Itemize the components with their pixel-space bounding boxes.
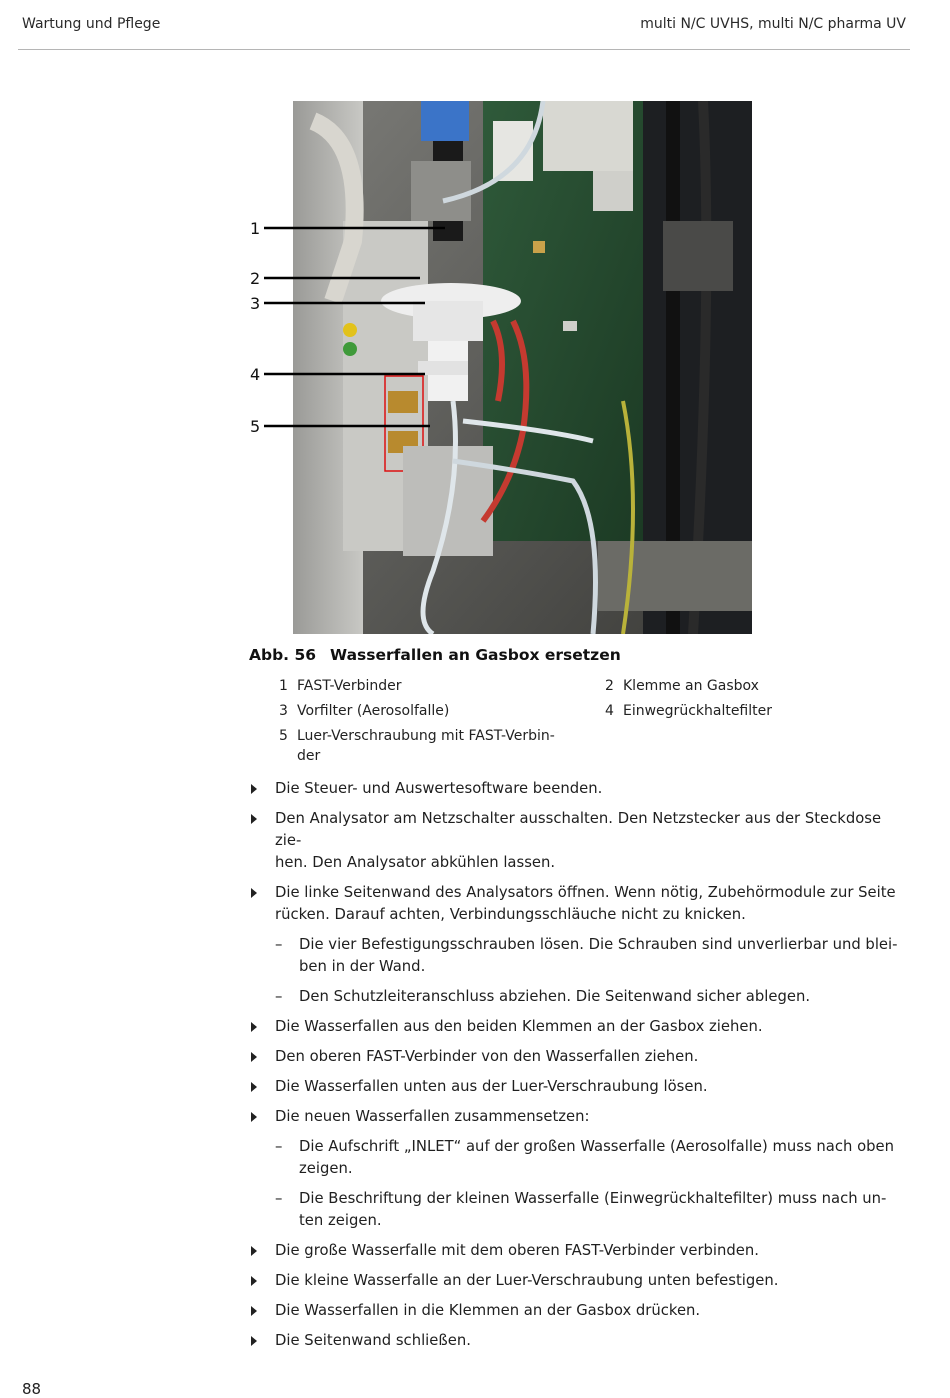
dash-marker: – — [275, 1138, 283, 1155]
step-text-line: Die vier Befestigungsschrauben lösen. Die Schrauben sind unverlierbar und blei- — [299, 936, 898, 953]
step-text-line: Den Schutzleiteranschluss abziehen. Die Seitenwand sicher ablegen. — [299, 988, 811, 1005]
sub-step — [249, 986, 909, 1008]
step-text-line: ten zeigen. — [299, 1212, 382, 1229]
instruction-step — [249, 1240, 909, 1262]
instruction-step — [249, 882, 909, 926]
step-text-line: Den Analysator am Netzschalter ausschalten. Den Netzstecker aus der Steckdose zie- — [275, 810, 882, 849]
arrow-marker-icon — [251, 1246, 257, 1256]
legend-text: Vorfilter (Aerosolfalle) — [297, 703, 450, 719]
sub-step — [249, 934, 909, 978]
step-text-line: Die kleine Wasserfalle an der Luer-Verschraubung unten befestigen. — [275, 1272, 779, 1289]
step-text-line: hen. Den Analysator abkühlen lassen. — [275, 854, 556, 871]
step-text-line: Die neuen Wasserfallen zusammensetzen: — [275, 1108, 590, 1125]
arrow-marker-icon — [251, 1052, 257, 1062]
legend-number: 3 — [279, 703, 288, 719]
instruction-step — [249, 1016, 909, 1038]
arrow-marker-icon — [251, 1082, 257, 1092]
arrow-marker-icon — [251, 784, 257, 794]
dash-marker: – — [275, 988, 283, 1005]
figure-callouts — [240, 210, 480, 440]
legend-text-continued: der — [297, 748, 321, 764]
figure-number: Abb. 56 — [249, 646, 317, 664]
dash-marker: – — [275, 1190, 283, 1207]
step-text-line: rücken. Darauf achten, Verbindungsschläuche nicht zu knicken. — [275, 906, 746, 923]
legend-number: 1 — [279, 678, 288, 694]
callout-3: 3 — [250, 294, 261, 313]
legend-text: Klemme an Gasbox — [623, 678, 759, 694]
instruction-step — [249, 1076, 909, 1098]
legend-text: FAST-Verbinder — [297, 678, 402, 694]
step-text-line: Die Steuer- und Auswertesoftware beenden. — [275, 780, 603, 797]
header-product-title: multi N/C UVHS, multi N/C pharma UV — [640, 16, 906, 32]
step-text-line: ben in der Wand. — [299, 958, 426, 975]
arrow-marker-icon — [251, 1276, 257, 1286]
callout-4: 4 — [250, 365, 261, 384]
legend-item — [605, 701, 772, 721]
legend-item — [279, 726, 555, 766]
step-text-line: Die Beschriftung der kleinen Wasserfalle (Einwegrückhaltefilter) muss nach un- — [299, 1190, 887, 1207]
instruction-step — [249, 1270, 909, 1292]
step-text-line: Die Wasserfallen aus den beiden Klemmen an der Gasbox ziehen. — [275, 1018, 763, 1035]
step-text-line: Die Seitenwand schließen. — [275, 1332, 471, 1349]
step-text-line: Die große Wasserfalle mit dem oberen FAST-Verbinder verbinden. — [275, 1242, 759, 1259]
step-text-line: Die Wasserfallen in die Klemmen an der Gasbox drücken. — [275, 1302, 701, 1319]
instruction-step — [249, 1330, 909, 1352]
callout-5: 5 — [250, 417, 261, 436]
instruction-step — [249, 1046, 909, 1068]
legend-item — [279, 701, 449, 721]
legend-number: 5 — [279, 728, 288, 744]
header-divider — [18, 49, 910, 50]
step-text-line: zeigen. — [299, 1160, 353, 1177]
instruction-list — [249, 778, 909, 1360]
figure-title: Wasserfallen an Gasbox ersetzen — [330, 646, 621, 664]
arrow-marker-icon — [251, 1112, 257, 1122]
step-text-line: Die Aufschrift „INLET“ auf der großen Wasserfalle (Aerosolfalle) muss nach oben — [299, 1138, 895, 1155]
sub-step — [249, 1136, 909, 1180]
arrow-marker-icon — [251, 1306, 257, 1316]
arrow-marker-icon — [251, 1336, 257, 1346]
instruction-step — [249, 778, 909, 800]
legend-item — [279, 676, 402, 696]
legend-text: Einwegrückhaltefilter — [623, 703, 773, 719]
instruction-step — [249, 1300, 909, 1322]
legend-number: 2 — [605, 678, 614, 694]
legend-text: Luer-Verschraubung mit FAST-Verbin- — [297, 728, 555, 744]
dash-marker: – — [275, 936, 283, 953]
arrow-marker-icon — [251, 814, 257, 824]
arrow-marker-icon — [251, 888, 257, 898]
callout-2: 2 — [250, 269, 261, 288]
arrow-marker-icon — [251, 1022, 257, 1032]
callout-1: 1 — [250, 219, 261, 238]
step-text-line: Die linke Seitenwand des Analysators öffnen. Wenn nötig, Zubehörmodule zur Seite — [275, 884, 896, 901]
figure-caption — [249, 646, 621, 664]
instruction-step — [249, 1106, 909, 1128]
page-number: 88 — [22, 1380, 42, 1398]
figure-legend — [0, 676, 950, 776]
step-text-line: Den oberen FAST-Verbinder von den Wasserfallen ziehen. — [275, 1048, 699, 1065]
instruction-step — [249, 808, 909, 874]
sub-step — [249, 1188, 909, 1232]
step-text-line: Die Wasserfallen unten aus der Luer-Verschraubung lösen. — [275, 1078, 708, 1095]
legend-number: 4 — [605, 703, 614, 719]
header-section-title: Wartung und Pflege — [22, 16, 161, 32]
legend-item — [605, 676, 759, 696]
